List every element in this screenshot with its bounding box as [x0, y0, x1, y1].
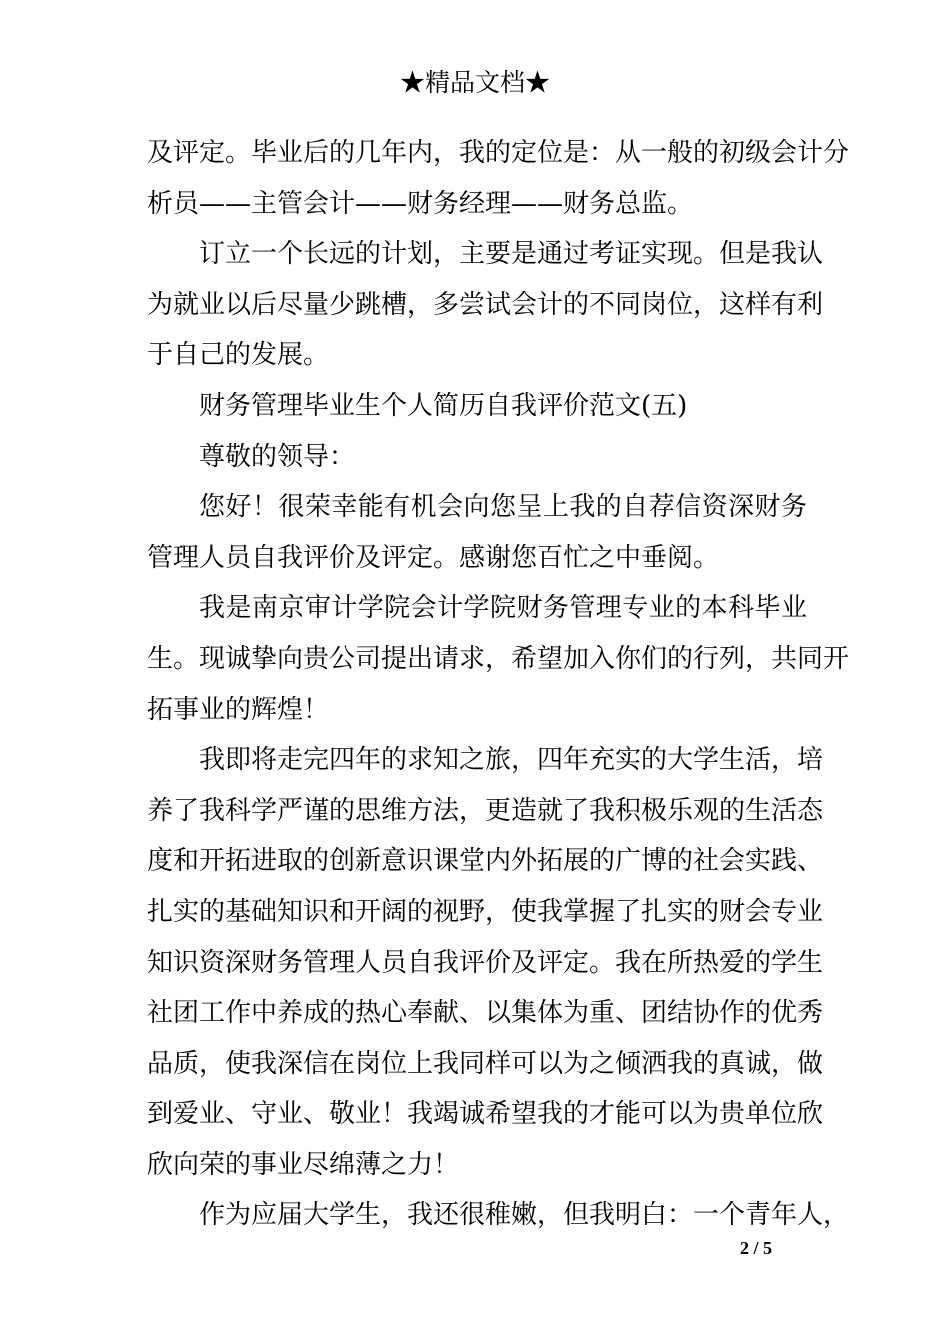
text-line: 拓事业的辉煌！	[147, 694, 330, 725]
text-line: 我即将走完四年的求知之旅，四年充实的大学生活，培	[199, 745, 824, 776]
text-line: 品质，使我深信在岗位上我同样可以为之倾洒我的真诚，做	[147, 1048, 824, 1079]
text-line: 于自己的发展。	[147, 340, 330, 371]
text-line: 扎实的基础知识和开阔的视野，使我掌握了扎实的财会专业	[147, 896, 824, 927]
text-line: 到爱业、守业、敬业！我竭诚希望我的才能可以为贵单位欣	[147, 1099, 824, 1130]
text-line: 养了我科学严谨的思维方法，更造就了我积极乐观的生活态	[147, 795, 824, 826]
text-line: 您好！很荣幸能有机会向您呈上我的自荐信资深财务	[199, 492, 807, 523]
text-line: 尊敬的领导：	[199, 441, 356, 472]
document-body	[147, 128, 850, 1241]
page-number: 2 / 5	[740, 1238, 773, 1258]
text-line: 我是南京审计学院会计学院财务管理专业的本科毕业	[199, 593, 807, 624]
text-line: 欣向荣的事业尽绵薄之力！	[147, 1149, 460, 1180]
text-line: 析员——主管会计——财务经理——财务总监。	[147, 188, 694, 219]
text-line: 及评定。毕业后的几年内，我的定位是：从一般的初级会计分	[147, 138, 850, 168]
text-line: 管理人员自我评价及评定。感谢您百忙之中垂阅。	[147, 542, 720, 573]
text-line: 度和开拓进取的创新意识课堂内外拓展的广博的社会实践、	[147, 846, 824, 877]
document-header: ★精品文档★	[399, 68, 550, 97]
text-line: 订立一个长远的计划，主要是通过考证实现。但是我认	[199, 239, 824, 270]
text-line: 财务管理毕业生个人简历自我评价范文(五)	[199, 390, 688, 421]
text-line: 社团工作中养成的热心奉献、以集体为重、团结协作的优秀	[147, 998, 824, 1029]
text-line: 为就业以后尽量少跳槽，多尝试会计的不同岗位，这样有利	[147, 289, 824, 320]
text-line: 作为应届大学生，我还很稚嫩，但我明白：一个青年人，	[199, 1200, 850, 1231]
text-line: 知识资深财务管理人员自我评价及评定。我在所热爱的学生	[147, 947, 824, 978]
text-line: 生。现诚挚向贵公司提出请求，希望加入你们的行列，共同开	[147, 643, 850, 674]
